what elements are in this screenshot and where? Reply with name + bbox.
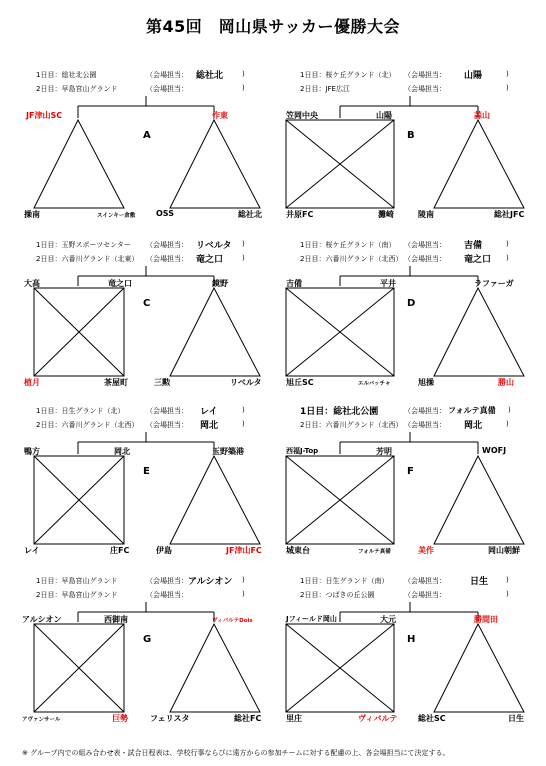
group-h-team-bottom-left-2: ヴィバルテ xyxy=(358,714,398,723)
group-e-day2-close: ) xyxy=(242,420,245,428)
group-e-team-top-center: 岡北 xyxy=(114,447,130,456)
group-g-day1-manager: アルシオン xyxy=(188,577,233,587)
group-e-team-top-right: 玉野築港 xyxy=(212,447,244,456)
group-c-team-bottom-right-2: リベルタ xyxy=(230,378,262,387)
group-d-team-bottom-left-2: エルバッチャ xyxy=(358,381,391,387)
group-f-team-top-center: 芳明 xyxy=(376,447,392,456)
group-g-team-bottom-right-1: フェリスタ xyxy=(150,714,190,723)
group-g-day2-role: （会場担当： xyxy=(146,591,188,599)
group-c-team-top-center: 竜之口 xyxy=(108,279,132,288)
group-e-day1-close: ) xyxy=(242,406,245,414)
group-h-team-top-left: Jフィールド岡山 xyxy=(286,615,337,623)
group-a-day2-venue: 2日目：早島宮山グランド xyxy=(36,85,118,93)
group-c-day2-manager: 竜之口 xyxy=(196,255,224,265)
group-f-letter: F xyxy=(407,466,414,477)
group-a-day1-close: ) xyxy=(242,70,245,78)
group-e-letter: E xyxy=(143,466,150,477)
group-d-day1-close: ) xyxy=(506,240,509,248)
group-c-day2-role: （会場担当： xyxy=(146,255,188,263)
group-a-day1-manager: 総社北 xyxy=(196,71,224,81)
group-e-team-bottom-right-1: 伊島 xyxy=(156,546,172,555)
group-c-letter: C xyxy=(143,298,151,309)
group-a-team-bottom-left-1: 操南 xyxy=(24,210,40,219)
group-a-team-bottom-right-2: 総社北 xyxy=(238,210,262,219)
group-h-team-top-right: 勝間田 xyxy=(474,615,498,624)
group-b-team-top-center: 山陽 xyxy=(376,111,392,120)
group-b-letter: B xyxy=(407,130,415,141)
group-b-day1-close: ) xyxy=(506,70,509,78)
group-e-day2-role: （会場担当： xyxy=(146,421,188,429)
group-f-team-top-right: WOFJ xyxy=(482,446,507,455)
group-h-team-bottom-right-1: 総社SC xyxy=(418,714,446,723)
group-h-day2-venue: 2日目：つばきの丘公園 xyxy=(300,591,375,599)
group-h-team-bottom-left-1: 里庄 xyxy=(286,714,302,723)
group-a-letter: A xyxy=(143,130,151,141)
group-e-team-top-left: 鴨方 xyxy=(24,447,40,456)
footer-note: ※ グループ内での組み合わせ表・試合日程表は、学校行事ならびに遠方からの参加チームに対する配慮の上、各会場担当にて決定する。 xyxy=(22,749,450,757)
group-f-team-bottom-left-1: 城東台 xyxy=(286,546,310,555)
group-a-team-top-left: JF津山SC xyxy=(26,111,63,120)
group-b-team-top-left: 笠岡中央 xyxy=(286,111,318,120)
group-f-team-bottom-right-2: 岡山朝鮮 xyxy=(488,546,520,555)
group-b-team-bottom-left-1: 井原FC xyxy=(286,210,314,219)
group-h-day1-manager: 日生 xyxy=(470,577,489,587)
group-a-day2-role: （会場担当： xyxy=(146,85,188,93)
group-h-day2-close: ) xyxy=(506,590,509,598)
group-f-team-bottom-left-2: フォルテ真備 xyxy=(358,549,391,555)
group-c-team-bottom-right-1: 三勲 xyxy=(154,378,170,387)
group-e-team-bottom-left-2: 庄FC xyxy=(110,546,130,555)
group-h-day1-venue: 1日目：日生グランド（南） xyxy=(300,577,389,585)
group-e-team-bottom-right-2: JF津山FC xyxy=(226,546,262,555)
group-d-day1-manager: 吉備 xyxy=(464,241,483,251)
group-c-team-bottom-left-1: 植月 xyxy=(24,378,40,387)
group-a-day1-role: （会場担当： xyxy=(146,71,188,79)
group-e-day1-venue: 1日目：日生グランド（北） xyxy=(36,407,125,415)
group-d-day1-role: （会場担当： xyxy=(404,241,446,249)
group-e-day1-manager: レイ xyxy=(200,407,218,417)
group-d-day2-manager: 竜之口 xyxy=(464,255,492,265)
group-g-team-top-center: 西御南 xyxy=(104,615,128,624)
group-h-team-bottom-right-2: 日生 xyxy=(508,714,524,723)
group-g-team-bottom-right-2: 総社FC xyxy=(234,714,262,723)
group-g-day2-close: ) xyxy=(242,590,245,598)
group-b-team-bottom-right-1: 陵南 xyxy=(418,210,434,219)
group-c-day1-manager: リベルタ xyxy=(196,241,232,251)
group-f-day1-close: ) xyxy=(508,406,511,414)
group-h-day1-close: ) xyxy=(506,576,509,584)
group-f-day2-venue: 2日目：六番川グランド（北西） xyxy=(300,421,403,429)
group-h-day2-role: （会場担当： xyxy=(404,591,446,599)
group-c-day2-venue: 2日目：六番川グランド（北東） xyxy=(36,255,139,263)
group-c-day1-role: （会場担当： xyxy=(146,241,188,249)
group-e-day2-venue: 2日目：六番川グランド（北西） xyxy=(36,421,139,429)
group-b-day2-venue: 2日目：JFE広江 xyxy=(300,85,350,93)
group-c-day2-close: ) xyxy=(242,254,245,262)
group-d-day2-role: （会場担当： xyxy=(404,255,446,263)
group-b-team-bottom-right-2: 総社JFC xyxy=(494,210,525,219)
group-c-team-bottom-left-2: 茶屋町 xyxy=(104,378,128,387)
group-b-day1-role: （会場担当： xyxy=(404,71,446,79)
group-d-team-bottom-left-1: 旭丘SC xyxy=(286,378,314,387)
group-d-team-top-left: 吉備 xyxy=(286,279,302,288)
group-h-team-top-center: 大元 xyxy=(380,615,396,624)
group-d-team-bottom-right-1: 旭操 xyxy=(418,378,434,387)
group-d-team-top-center: 平井 xyxy=(380,279,396,288)
group-a-team-bottom-right-1: OSS xyxy=(156,209,174,218)
group-c-team-top-left: 大高 xyxy=(24,279,40,288)
group-e-day2-manager: 岡北 xyxy=(200,421,219,431)
group-g-letter: G xyxy=(143,634,152,645)
group-d-day2-venue: 2日目：六番川グランド（北西） xyxy=(300,255,403,263)
group-e-team-bottom-left-1: レイ xyxy=(24,546,40,555)
group-b-day1-venue: 1日目：桜ケ丘グランド（北） xyxy=(300,71,396,79)
group-d-team-bottom-right-2: 勝山 xyxy=(498,378,514,387)
group-g-day1-close: ) xyxy=(242,576,245,584)
group-f-day1-role: （会場担当： xyxy=(404,407,446,415)
group-d-day1-venue: 1日目：桜ケ丘グランド（南） xyxy=(300,241,396,249)
group-g-team-top-left: アルシオン xyxy=(22,615,62,624)
group-h-letter: H xyxy=(407,634,416,645)
group-a-day2-close: ) xyxy=(242,84,245,92)
group-c-team-top-right: 鏡野 xyxy=(212,279,228,288)
group-f-day2-role: （会場担当： xyxy=(404,421,446,429)
group-f-day1-manager: フォルテ真備 xyxy=(448,406,496,415)
group-b-day2-close: ) xyxy=(506,84,509,92)
group-c-day1-close: ) xyxy=(242,240,245,248)
group-d-day2-close: ) xyxy=(506,254,509,262)
group-h-day1-role: （会場担当： xyxy=(404,577,446,585)
group-b-team-top-right: 蒜山 xyxy=(474,111,490,120)
group-c-day1-venue: 1日目：玉野スポーツセンター xyxy=(36,241,131,249)
group-b-team-bottom-left-2: 灘崎 xyxy=(378,210,394,219)
group-g-team-top-right: ヴィバルテDois xyxy=(212,618,253,624)
group-f-day2-close: ) xyxy=(506,420,509,428)
page-title: 第45回 岡山県サッカー優勝大会 xyxy=(146,17,400,36)
group-g-day2-venue: 2日目：早島宮山グランド xyxy=(36,591,118,599)
group-g-team-bottom-left-2: 巨勢 xyxy=(112,714,128,723)
group-b-day2-role: （会場担当： xyxy=(404,85,446,93)
group-e-day1-role: （会場担当： xyxy=(146,407,188,415)
group-g-day1-venue: 1日目：早島宮山グランド xyxy=(36,577,118,585)
group-a-team-top-right: 作東 xyxy=(212,111,228,120)
group-d-letter: D xyxy=(407,298,416,309)
group-b-day1-manager: 山陽 xyxy=(464,71,483,81)
group-d-team-top-right: ラファーガ xyxy=(474,279,514,288)
group-g-team-bottom-left-1: アヴァンサール xyxy=(22,717,61,723)
group-f-day1-venue: 1日目：総社北公園 xyxy=(300,407,379,417)
group-f-team-top-left: 西福J-Top xyxy=(286,447,319,455)
group-f-team-bottom-right-1: 美作 xyxy=(418,546,434,555)
group-g-day1-role: （会場担当： xyxy=(146,577,188,585)
group-a-day1-venue: 1日目：総社北公園 xyxy=(36,71,97,79)
group-a-team-bottom-left-2: スインキー倉敷 xyxy=(97,213,136,219)
group-f-day2-manager: 岡北 xyxy=(464,421,483,431)
